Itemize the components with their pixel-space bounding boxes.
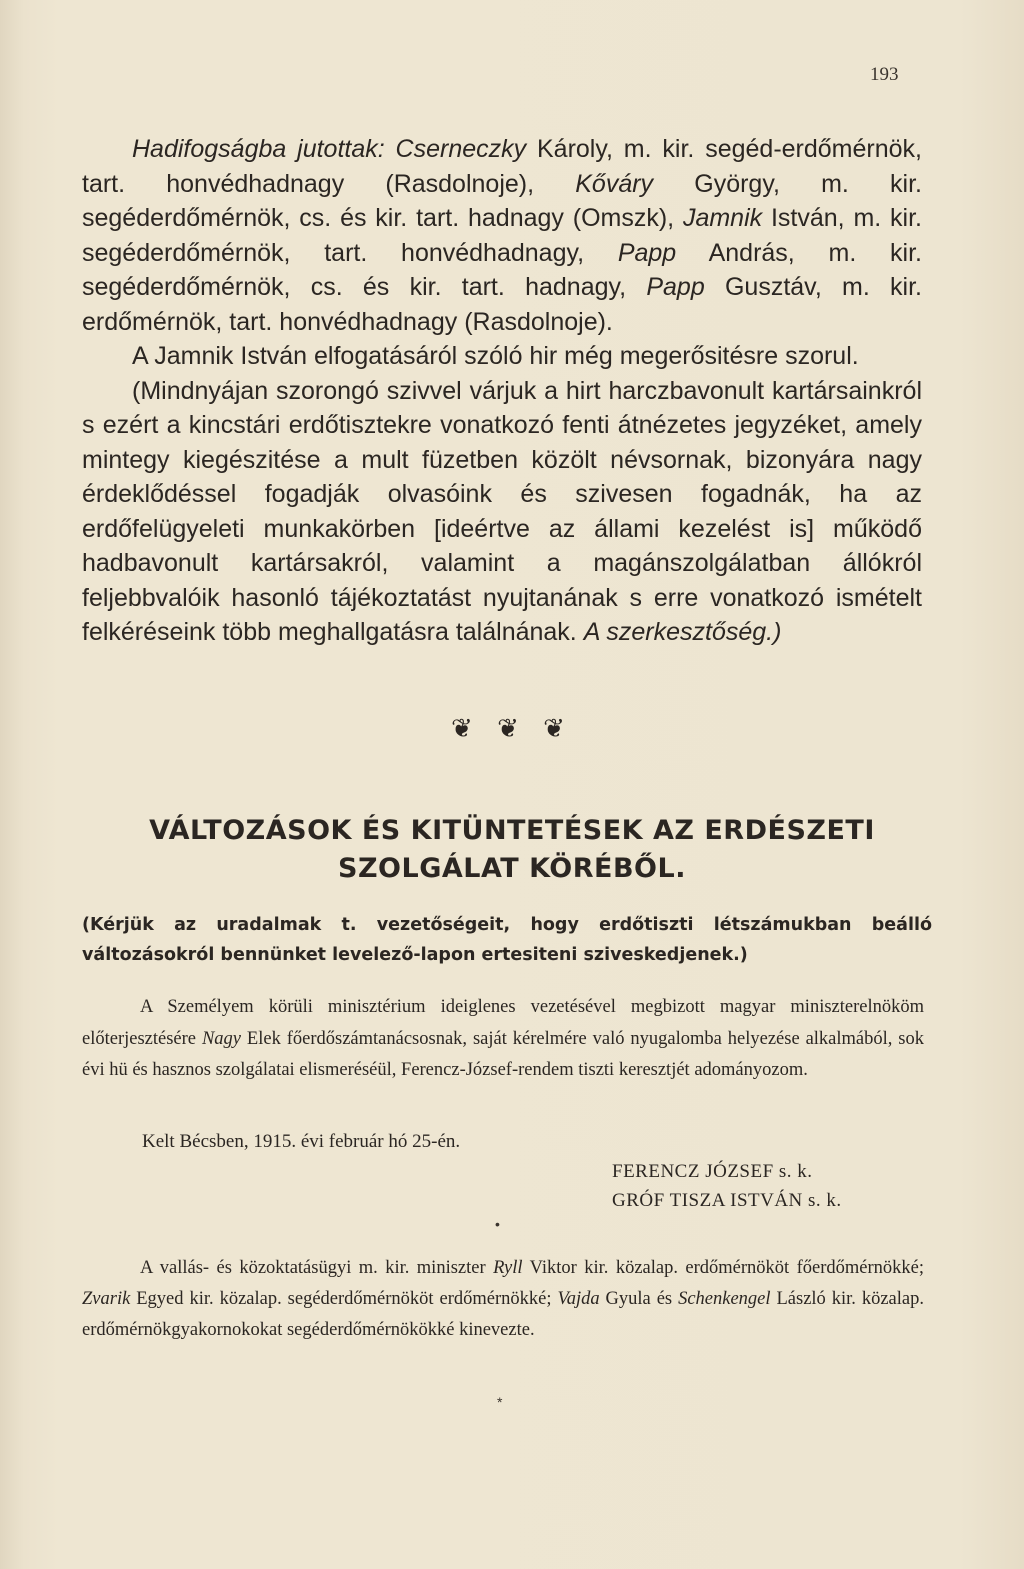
- person-name: Zvarik: [82, 1289, 131, 1309]
- pow-text: György, m. kir. segéderdőmérnök, cs. és kir. tart. hadnagy (Omszk),: [82, 169, 922, 232]
- appointment-text-part: A vallás- és közoktatásügyi m. kir. miniszter: [140, 1258, 494, 1278]
- editorial-paragraph: [82, 374, 922, 650]
- person-name: Papp: [646, 273, 705, 301]
- decree-paragraph: [82, 992, 924, 1087]
- appointment-text-part: Gyula és: [599, 1289, 679, 1309]
- dateline: Kelt Bécsben, 1915. évi február hó 25-én.: [142, 1131, 461, 1152]
- appointment-text-part: László kir. közalap. erdőmérnökgyakornokokat segéderdőmérnökökké kinevezte.: [82, 1289, 924, 1340]
- page-number: 193: [870, 64, 899, 85]
- signature-minister: GRÓF TISZA ISTVÁN s. k.: [612, 1190, 842, 1211]
- signature-king: FERENCZ JÓZSEF s. k.: [612, 1161, 813, 1182]
- decree-text: [82, 992, 924, 1087]
- decree-text-part: Elek főerdőszámtanácsosnak, saját kérelmére való nyugalomba helyezése alkalmából, sok évi hü és hasznos szolgálatai elismeréséül, Ferencz-József-rendem tiszti keresztjét adományozom.: [82, 1028, 924, 1080]
- decree-text-part: A Személyem körüli minisztérium ideiglenes vezetésével megbizott magyar miniszterelnököm előterjesztésére: [82, 997, 924, 1049]
- body-text: [82, 132, 922, 650]
- editorial-text: (Mindnyájan szorongó szivvel várjuk a hirt harczbavonult kartársainkról s ezért a kincstári erdőtisztekre vonatkozó fenti átnézetes jegyzéket, amely mintegy kiegészitése a mult füzetben közölt névsornak, bizonyára nagy érdeklődéssel fogadják olvasóink és szivesen fogadnák, ha az erdőfelügyeleti munkakörben [ideértve az állami kezelést is] működő hadbavonult kartársakról, valamint a magánszolgálatban állókról feljebbvalóik hasonló tájékoztatást nyujtanának s erre vonatkozó ismételt felkéréseink több meghallgatásra találnának.: [82, 376, 922, 646]
- separator-dot: •: [495, 1216, 500, 1232]
- person-name: Cserneczky: [395, 135, 527, 163]
- confirmation-paragraph: A Jamnik István elfogatásáról szóló hir még megerősitésre szorul.: [132, 342, 859, 370]
- person-name: Ryll: [493, 1258, 523, 1278]
- section-heading: [82, 812, 942, 888]
- person-name: Kőváry: [575, 169, 654, 198]
- appointment-paragraph: [82, 1253, 924, 1346]
- appointment-text: [82, 1253, 924, 1346]
- separator-asterisk: *: [497, 1394, 503, 1410]
- person-name: Nagy: [201, 1028, 241, 1049]
- appointment-text-part: Egyed kir. közalap. segéderdőmérnököt erdőmérnökké;: [130, 1289, 558, 1309]
- pow-text: Károly, m. kir. segéd-erdőmérnök, tart. honvédhadnagy (Rasdolnoje),: [82, 135, 922, 198]
- person-name: Vajda: [557, 1289, 600, 1309]
- section-heading-line2: SZOLGÁLAT KÖRÉBŐL.: [338, 853, 686, 884]
- pow-text: Gusztáv, m. kir. erdőmérnök, tart. honvédhadnagy (Rasdolnoje).: [82, 273, 922, 336]
- ornament-divider: ❦ ❦ ❦: [451, 714, 573, 744]
- editorial-signature: A szerkesztőség.): [583, 618, 782, 646]
- section-heading-line1: VÁLTOZÁSOK ÉS KITÜNTETÉSEK AZ ERDÉSZETI: [149, 815, 875, 846]
- pow-text: István, m. kir. segéderdőmérnök, tart. honvédhadnagy,: [82, 204, 923, 267]
- request-notice: (Kérjük az uradalmak t. vezetőségeit, hogy erdőtiszti létszámukban beálló változásokról bennünket levelező-lapon ertesiteni sziveskedjenek.): [82, 915, 932, 965]
- pow-paragraph: [82, 132, 922, 339]
- person-name: Schenkengel: [678, 1289, 771, 1309]
- pow-label: Hadifogságba jutottak:: [132, 135, 385, 163]
- person-name: Jamnik: [682, 204, 763, 232]
- person-name: Papp: [617, 238, 677, 267]
- pow-text: András, m. kir. segéderdőmérnök, cs. és kir. tart. hadnagy,: [82, 238, 922, 301]
- appointment-text-part: Viktor kir. közalap. erdőmérnököt főerdőmérnökké;: [522, 1258, 925, 1278]
